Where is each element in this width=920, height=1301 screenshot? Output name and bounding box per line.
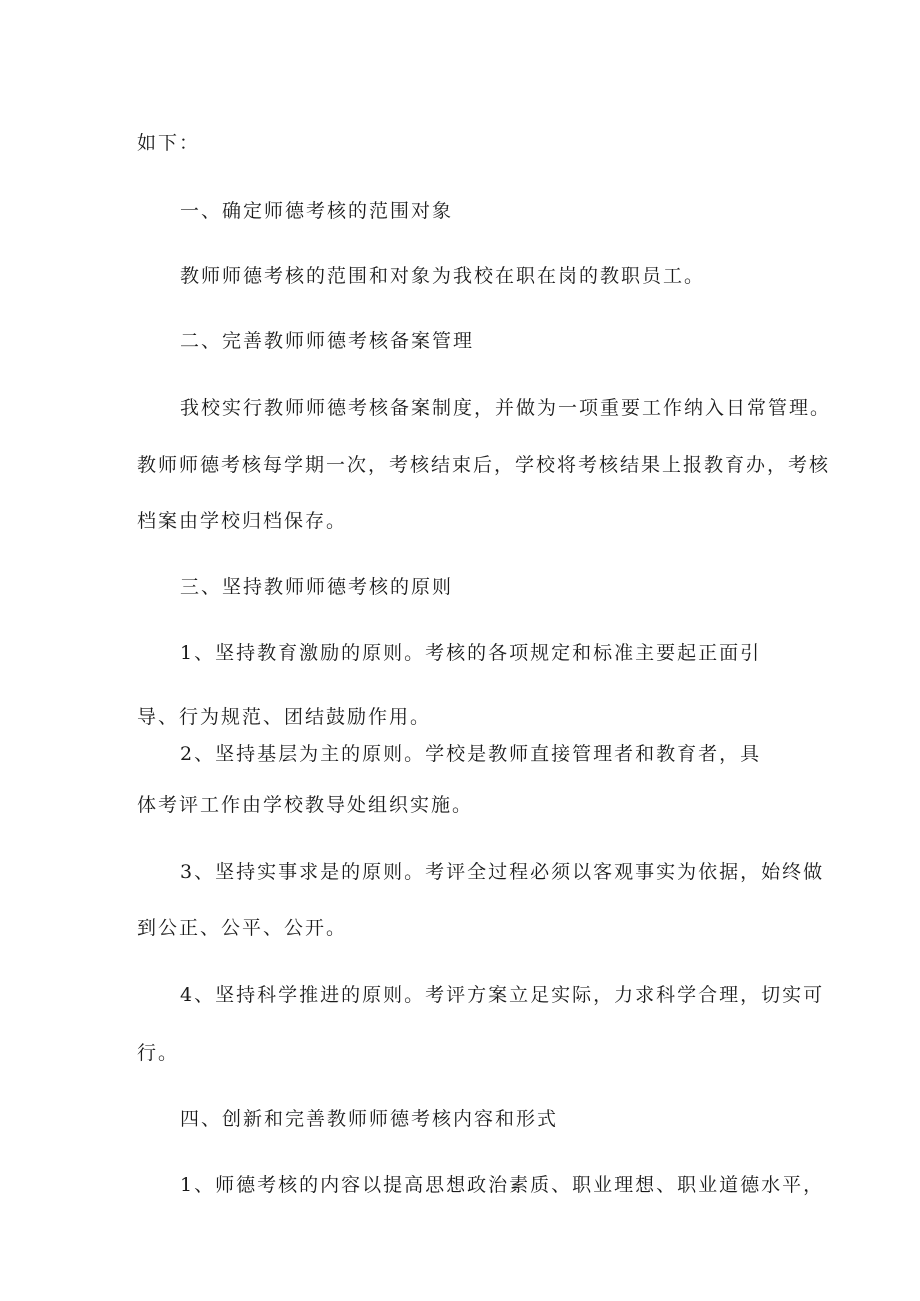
paragraph-line: 3、坚持实事求是的原则。考评全过程必须以客观事实为依据，始终做	[180, 861, 825, 883]
paragraph-line: 2、坚持基层为主的原则。学校是教师直接管理者和教育者，具	[180, 743, 762, 765]
paragraph-line: 我校实行教师师德考核备案制度，并做为一项重要工作纳入日常管理。	[180, 397, 832, 419]
intro-line: 如下：	[137, 132, 201, 154]
section-heading-3: 三、坚持教师师德考核的原则	[180, 576, 454, 598]
paragraph-line: 行。	[137, 1042, 180, 1064]
paragraph-line: 1、师德考核的内容以提高思想政治素质、职业理想、职业道德水平，	[180, 1174, 825, 1196]
section-heading-4: 四、创新和完善教师师德考核内容和形式	[180, 1108, 559, 1130]
paragraph-line: 教师师德考核每学期一次，考核结束后，学校将考核结果上报教育办，考核	[137, 454, 831, 476]
section-heading-1: 一、确定师德考核的范围对象	[180, 200, 454, 222]
paragraph-line: 档案由学校归档保存。	[137, 510, 348, 532]
paragraph-line: 体考评工作由学校教导处组织实施。	[137, 794, 474, 816]
paragraph-line: 4、坚持科学推进的原则。考评方案立足实际，力求科学合理，切实可	[180, 984, 825, 1006]
paragraph-line: 到公正、公平、公开。	[137, 917, 348, 939]
paragraph-line: 导、行为规范、团结鼓励作用。	[137, 706, 432, 728]
paragraph-line: 1、坚持教育激励的原则。考核的各项规定和标准主要起正面引	[180, 642, 762, 664]
paragraph-line: 教师师德考核的范围和对象为我校在职在岗的教职员工。	[180, 265, 706, 287]
section-heading-2: 二、完善教师师德考核备案管理	[180, 330, 475, 352]
